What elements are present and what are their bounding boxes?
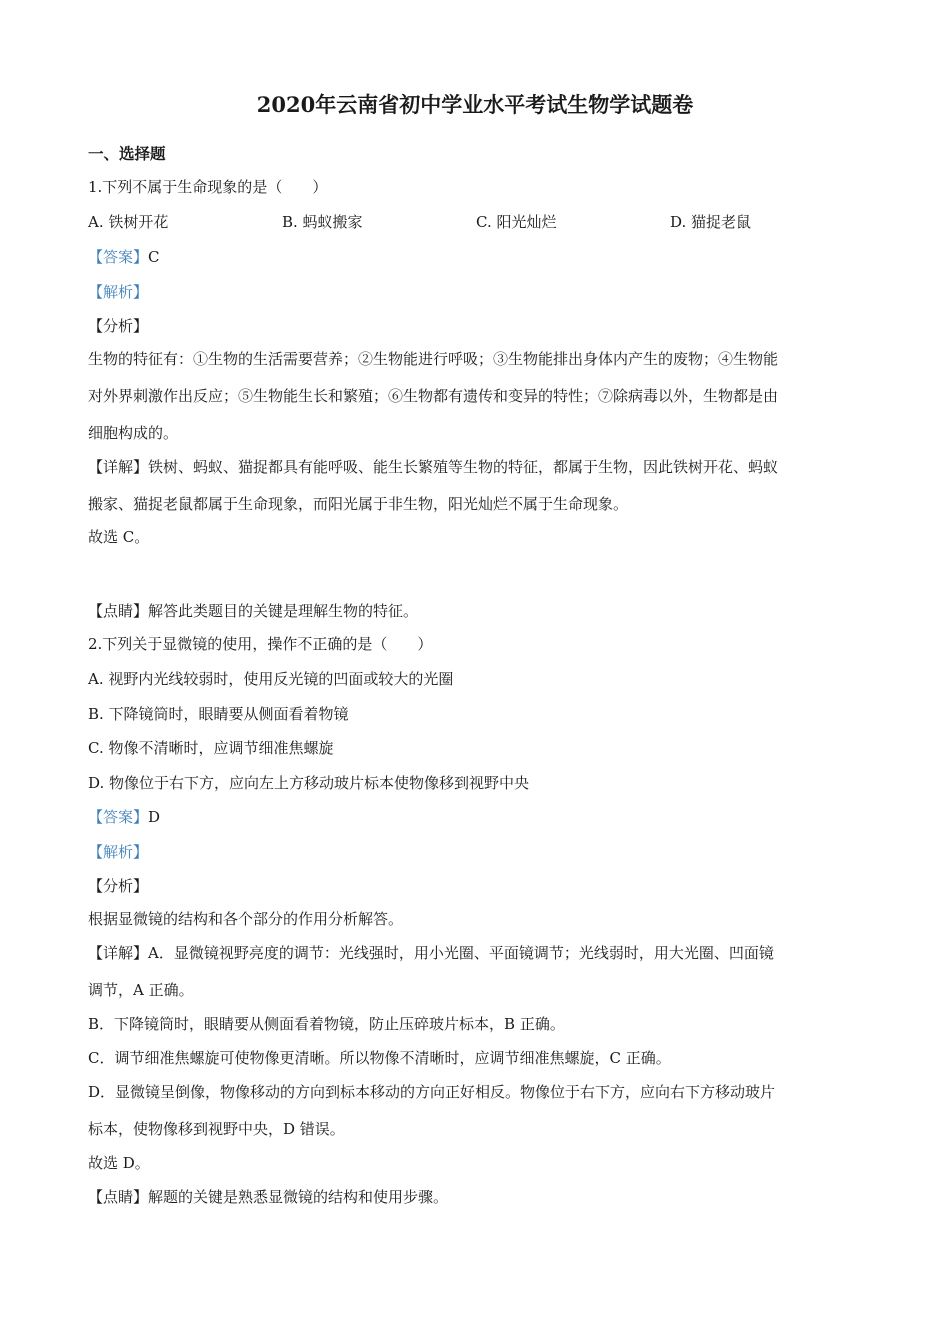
q1-option-a: A. 铁树开花 [88, 213, 169, 231]
q2-answer [88, 807, 868, 827]
q1-answer [88, 247, 868, 267]
q2-fenxi-tag: 【分析】 [88, 877, 149, 895]
q2-jiexi-tag: 【解析】 [88, 843, 149, 861]
q2-option-a: A. 视野内光线较弱时，使用反光镜的凹面或较大的光圈 [88, 670, 454, 688]
page-title: 2020年云南省初中学业水平考试生物学试题卷 [256, 92, 694, 117]
q1-option-c: C. 阳光灿烂 [476, 213, 557, 231]
q1-answer-tag: 【答案】 [88, 248, 149, 266]
q1-detail-line-1: 【详解】铁树、蚂蚁、猫捉都具有能呼吸、能生长繁殖等生物的特征，都属于生物，因此铁树开花、蚂蚁 [88, 458, 779, 476]
q2-option-d: D. 物像位于右下方，应向左上方移动玻片标本使物像移到视野中央 [88, 774, 530, 792]
q1-stem: 1.下列不属于生命现象的是（ ） [88, 178, 328, 196]
q1-fenxi-tag: 【分析】 [88, 317, 149, 335]
q2-choose: 故选 D。 [88, 1154, 150, 1172]
q2-stem: 2.下列关于显微镜的使用，操作不正确的是（ ） [88, 635, 433, 653]
q2-detail-line-3: B．下降镜筒时，眼睛要从侧面看着物镜，防止压碎玻片标本，B 正确。 [88, 1015, 565, 1033]
q1-detail-line-2: 搬家、猫捉老鼠都属于生命现象，而阳光属于非生物，阳光灿烂不属于生命现象。 [88, 495, 629, 513]
q2-detail-line-2: 调节，A 正确。 [88, 981, 194, 999]
q1-options [88, 212, 868, 232]
q1-answer-value: C [148, 248, 160, 266]
q1-option-b: B. 蚂蚁搬家 [282, 213, 363, 231]
q2-detail-line-4: C．调节细准焦螺旋可使物像更清晰。所以物像不清晰时，应调节细准焦螺旋，C 正确。 [88, 1049, 671, 1067]
q2-answer-tag: 【答案】 [88, 808, 149, 826]
q2-option-c: C. 物像不清晰时，应调节细准焦螺旋 [88, 739, 334, 757]
q1-analysis-line-2: 对外界刺激作出反应；⑤生物能生长和繁殖；⑥生物都有遗传和变异的特性；⑦除病毒以外，生物都是由 [88, 387, 779, 405]
q2-detail-line-5: D．显微镜呈倒像，物像移动的方向到标本移动的方向正好相反。物像位于右下方，应向右下方移动玻片 [88, 1083, 776, 1101]
q2-option-b: B. 下降镜筒时，眼睛要从侧面看着物镜 [88, 705, 349, 723]
q2-answer-value: D [148, 808, 161, 826]
q2-detail-line-1: 【详解】A．显微镜视野亮度的调节：光线强时，用小光圈、平面镜调节；光线弱时，用大光圈、凹面镜 [88, 944, 774, 962]
q2-analysis: 根据显微镜的结构和各个部分的作用分析解答。 [88, 910, 404, 928]
q2-tip: 【点睛】解题的关键是熟悉显微镜的结构和使用步骤。 [88, 1188, 449, 1206]
q1-tip: 【点睛】解答此类题目的关键是理解生物的特征。 [88, 602, 419, 620]
q2-detail-line-6: 标本，使物像移到视野中央，D 错误。 [88, 1120, 345, 1138]
q1-jiexi-tag: 【解析】 [88, 283, 149, 301]
q1-analysis-line-1: 生物的特征有：①生物的生活需要营养；②生物能进行呼吸；③生物能排出身体内产生的废物；④生物能 [88, 350, 779, 368]
section-heading: 一、选择题 [88, 144, 166, 163]
q1-choose: 故选 C。 [88, 528, 150, 546]
q1-analysis-line-3: 细胞构成的。 [88, 424, 179, 442]
q1-option-d: D. 猫捉老鼠 [670, 213, 752, 231]
